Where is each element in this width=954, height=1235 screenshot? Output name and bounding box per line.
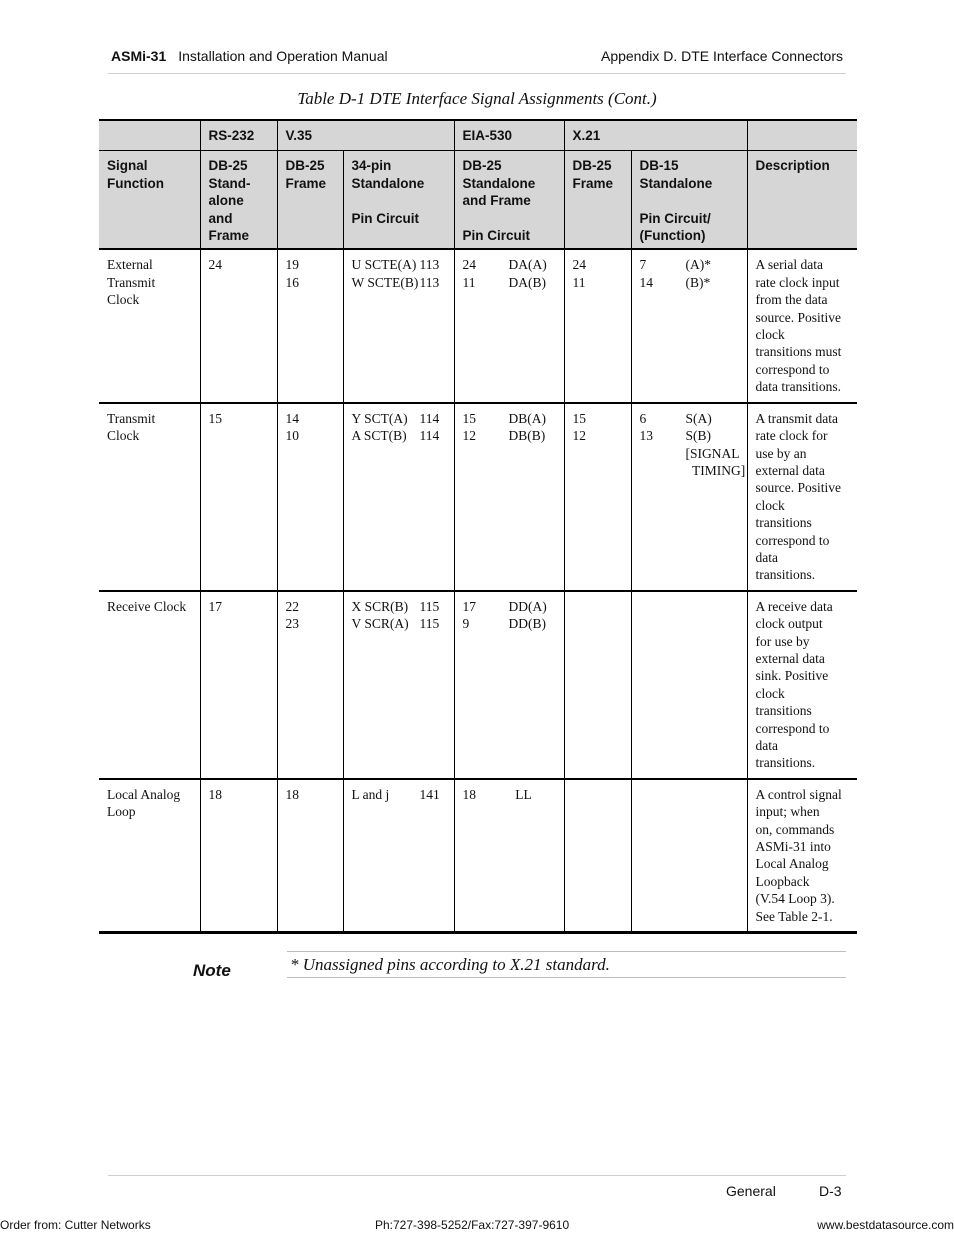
v35-db25-cell [277,591,343,779]
eia530-cell-pin: 9 [462,616,470,632]
note-text: * Unassigned pins according to X.21 standard. [290,955,610,974]
col-eia530-db25: DB-25 Standalone and Frame Pin Circuit [454,151,564,250]
eia530-cell-entry [463,427,556,444]
v35-db25-cell [277,249,343,402]
note-rule-top [287,951,846,952]
x21-db15-cell-pin [640,445,686,462]
description-cell-line: A receive data [755,598,833,614]
note-rule-bottom [287,977,846,978]
v35-db25-cell-line: 18 [285,786,299,802]
v35-34pin-cell-circuit: 141 [419,786,440,802]
x21-db15-cell-pin: 14 [639,274,654,290]
description-cell-line: source. Positive [755,309,842,325]
v35-34pin-cell-circuit: 114 [419,410,440,426]
description-cell-line: rate clock input [755,274,840,290]
x21-db15-cell-entry [640,274,739,291]
eia530-cell-pin: 15 [462,410,477,426]
eia530-cell-circuit: DD(B) [508,616,547,632]
x21-db15-cell [631,249,747,402]
description-cell-line: Local Analog [755,856,829,872]
v35-34pin-cell-entry [352,786,446,803]
x21-db15-cell [631,591,747,779]
signal-function-cell-line: Receive Clock [107,598,187,614]
v35-db25-cell-line: 19 [285,257,299,273]
table-row [99,591,857,779]
x21-db25-cell-line: 24 [572,257,587,273]
description-cell-line: A serial data [755,257,823,273]
header-left [111,48,388,64]
x21-db25-cell [564,249,631,402]
eia530-cell-entry [463,410,556,427]
x21-db15-cell-entry [640,462,746,479]
x21-db15-cell-circuit: S(A) [685,410,712,426]
rs232-pin-cell: 17 [200,591,277,779]
signal-function-cell-line: External [107,257,153,273]
header-divider [108,73,846,74]
description-cell [747,249,857,402]
description-cell-line: transitions. [755,755,816,771]
v35-34pin-cell [343,779,454,933]
eia530-cell-entry [463,598,556,615]
section-title: Appendix D. DTE Interface Connectors [600,48,843,64]
signal-function-cell-line: Clock [107,428,140,444]
description-cell-line: from the data [755,292,828,308]
group-header-empty [99,120,200,151]
v35-db25-cell [277,779,343,933]
group-header-x21: X.21 [564,120,747,151]
eia530-cell-circuit: LL [508,786,532,802]
v35-34pin-cell-circuit: 114 [419,428,440,444]
description-cell-line: correspond to [755,720,830,736]
signal-function-cell-line: Loop [107,804,136,820]
description-cell-line: ASMi-31 into [755,839,831,855]
signal-function-cell [99,779,200,933]
description-cell-line: clock output [755,616,823,632]
x21-db25-cell [564,591,631,779]
v35-34pin-cell-pin: L and j [351,786,390,802]
eia530-cell-entry [463,615,556,632]
col-rs232-db25: DB-25 Stand- alone and Frame [200,151,277,250]
description-cell-line: source. Positive [755,480,842,496]
eia530-cell-pin: 12 [462,428,477,444]
x21-db15-cell [631,403,747,591]
manual-title: Installation and Operation Manual [178,48,388,64]
eia530-cell-pin: 11 [462,274,476,290]
eia530-cell [454,403,564,591]
signal-function-cell-line: Local Analog [107,786,181,802]
eia530-cell-entry [463,256,556,273]
v35-34pin-cell-entry [352,274,446,291]
v35-34pin-cell-pin: X SCR(B) [351,598,409,614]
description-cell-line: Loopback [755,873,810,889]
eia530-cell-circuit: DD(A) [508,598,547,614]
v35-34pin-cell-circuit: 113 [419,257,440,273]
x21-db25-cell [564,779,631,933]
x21-db15-cell-pin: 13 [639,428,654,444]
footer-divider [108,1175,846,1176]
eia530-cell [454,249,564,402]
x21-db15-cell-pin: 7 [639,257,647,273]
eia530-cell-pin: 24 [462,257,477,273]
page-number: D-3 [819,1183,842,1199]
v35-34pin-cell [343,249,454,402]
table-row [99,779,857,933]
table-row [99,249,857,402]
description-cell-line: data [755,549,779,565]
rs232-pin-cell: 18 [200,779,277,933]
group-header-eia530: EIA-530 [454,120,564,151]
description-cell-line: See Table 2-1. [755,908,833,924]
x21-db25-cell-line: 12 [572,428,587,444]
description-cell [747,403,857,591]
v35-34pin-cell-entry [352,410,446,427]
col-v35-34pin: 34-pin Standalone Pin Circuit [343,151,454,250]
v35-34pin-cell-pin: Y SCT(A) [351,410,408,426]
note-label: Note [193,961,231,980]
col-signal-function: Signal Function [99,151,200,250]
description-cell-line: for use by [755,633,810,649]
description-cell-line: data [755,738,779,753]
v35-34pin-cell-pin: V SCR(A) [351,616,409,632]
v35-db25-cell-line: 14 [285,410,299,426]
x21-db15-cell-circuit: S(B) [685,428,712,444]
product-name: ASMi-31 [111,48,167,64]
description-cell [747,591,857,779]
group-header-empty-right [747,120,857,151]
description-cell-line: rate clock for [755,428,828,444]
v35-34pin-cell [343,403,454,591]
eia530-cell-pin: 18 [462,786,477,802]
v35-34pin-cell-entry [352,615,446,632]
description-cell-line: sink. Positive [755,668,829,684]
description-cell-line: external data [755,462,825,478]
group-header-row [99,120,857,151]
signal-function-cell [99,403,200,591]
v35-34pin-cell-pin: W SCTE(B) [351,274,419,290]
eia530-cell-pin: 17 [462,598,477,614]
x21-db15-cell-pin: 6 [639,410,647,426]
description-cell-line: (V.54 Loop 3). [755,891,835,907]
description-cell-line: transitions [755,703,812,719]
x21-db15-cell-pin [640,462,686,479]
v35-db25-cell-line: 22 [285,598,299,614]
x21-db25-cell-line: 15 [572,410,587,426]
description-cell-line: external data [755,650,825,666]
x21-db15-cell-circuit: (A)* [685,257,712,273]
x21-db15-cell-entry [640,256,739,273]
description-cell-line: input; when [755,804,820,820]
v35-db25-cell-line: 23 [285,616,299,632]
v35-db25-cell-line: 10 [285,428,299,444]
description-cell-line: transitions [755,515,812,531]
col-x21-db15: DB-15 Standalone Pin Circuit/ (Function) [631,151,747,250]
x21-db15-cell-entry [640,427,739,444]
signal-function-cell-line: Transmit [107,274,156,290]
x21-db15-cell-entry [640,410,739,427]
signal-function-cell-line: Transmit [107,410,156,426]
description-cell-line: A transmit data [755,410,838,426]
x21-db25-cell [564,403,631,591]
signal-function-cell-line: Clock [107,292,140,308]
x21-db15-cell-entry [640,445,739,462]
v35-34pin-cell-circuit: 113 [419,274,440,290]
v35-34pin-cell-pin: U SCTE(A) [351,257,417,273]
col-v35-db25-frame: DB-25 Frame [277,151,343,250]
eia530-cell-circuit: DA(B) [508,274,547,290]
description-cell [747,779,857,933]
table-caption: Table D-1 DTE Interface Signal Assignments (Cont.) [297,89,657,108]
signal-function-cell [99,591,200,779]
x21-db15-cell-circuit: (B)* [685,274,711,290]
description-cell-line: use by an [755,445,807,461]
signal-function-cell [99,249,200,402]
v35-34pin-cell-pin: A SCT(B) [351,428,407,444]
group-header-rs232: RS-232 [200,120,277,151]
eia530-cell-entry [463,274,556,291]
rs232-pin-cell: 15 [200,403,277,591]
description-cell-line: transitions must [755,344,842,360]
table-row [99,403,857,591]
description-cell-line: clock [755,497,785,513]
column-header-row [99,151,857,250]
description-cell-line: clock [755,327,785,343]
v35-34pin-cell-circuit: 115 [419,598,440,614]
order-info: Order from: Cutter Networks [0,1218,151,1232]
v35-db25-cell [277,403,343,591]
x21-db25-cell-line: 11 [572,274,586,290]
x21-db15-cell-circuit: [SIGNAL [685,445,740,461]
eia530-cell-entry [463,786,556,803]
contact-phone: Ph:727-398-5252/Fax:727-397-9610 [375,1218,570,1232]
description-cell-line: transitions. [755,567,816,583]
eia530-cell-circuit: DB(B) [508,428,546,444]
eia530-cell-circuit: DA(A) [508,257,547,273]
col-x21-db25-frame: DB-25 Frame [564,151,631,250]
v35-34pin-cell-entry [352,598,446,615]
description-cell-line: correspond to [755,361,830,377]
eia530-cell [454,779,564,933]
website-link[interactable]: www.bestdatasource.com [817,1218,954,1232]
v35-34pin-cell-circuit: 115 [419,616,440,632]
v35-34pin-cell-entry [352,427,446,444]
footer-section: General [726,1183,776,1199]
v35-db25-cell-line: 16 [285,274,299,290]
group-header-v35: V.35 [277,120,454,151]
eia530-cell [454,591,564,779]
signal-assignments-table [99,119,857,934]
col-description: Description [747,151,857,250]
description-cell-line: correspond to [755,532,830,548]
description-cell-line: data transitions. [755,379,841,395]
x21-db15-cell-circuit: TIMING] [685,462,746,478]
description-cell-line: on, commands [755,821,835,837]
rs232-pin-cell: 24 [200,249,277,402]
description-cell-line: clock [755,685,785,701]
eia530-cell-circuit: DB(A) [508,410,547,426]
x21-db15-cell [631,779,747,933]
description-cell-line: A control signal [755,786,842,802]
v35-34pin-cell [343,591,454,779]
v35-34pin-cell-entry [352,256,446,273]
